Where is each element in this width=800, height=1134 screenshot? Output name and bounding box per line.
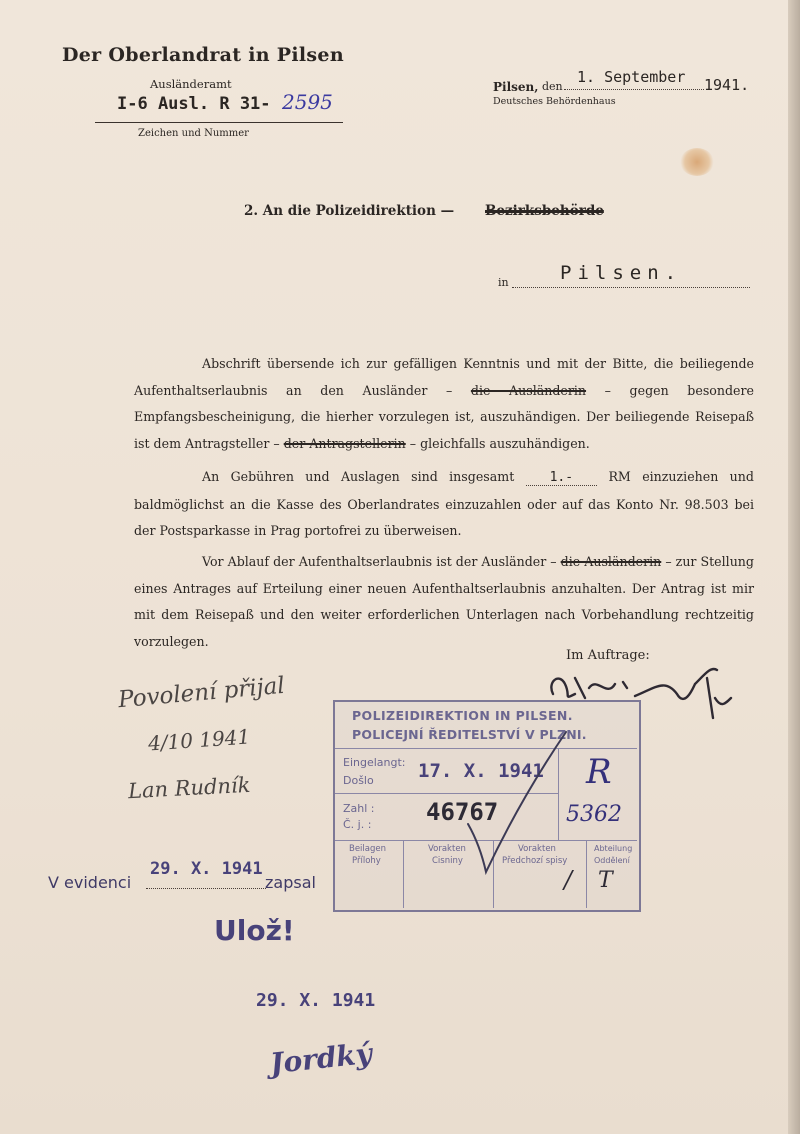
- stamp-abteilung: Abteilung: [594, 844, 633, 853]
- stamp-received-date: 17. X. 1941: [418, 760, 544, 782]
- addressee-struck: Bezirksbehörde: [485, 203, 604, 219]
- handwritten-name: Lan Rudník: [127, 772, 251, 804]
- paragraph-1: Abschrift übersende ich zur gefälligen Kenntnis und mit der Bitte, die beiliegende Aufenthaltserlaubnis an den Ausländer – die Ausländerin – gegen besondere Empfangsbescheinigung, die hierher vorzulegen ist, auszuhändigen. Der beiliegende Reisepaß ist dem Antragsteller – der Antragstellerin – gleichfalls auszuhändigen.: [134, 356, 754, 451]
- stamp-dept-letter: R: [586, 752, 612, 792]
- den-label: den: [542, 80, 563, 93]
- stamp-value-vorakten: /: [564, 866, 573, 894]
- stamp-eingelangt: Eingelangt:: [343, 756, 406, 769]
- handwritten-date: 4/10 1941: [147, 724, 251, 756]
- letter-date: 1. September: [577, 68, 686, 86]
- paper-stain: [680, 148, 714, 176]
- building-name: Deutsches Behördenhaus: [493, 96, 616, 107]
- stamp-header-german: POLIZEIDIREKTION IN PILSEN.: [352, 708, 573, 723]
- im-auftrage: Im Auftrage:: [566, 648, 650, 663]
- evidence-zapsal: zapsal: [265, 873, 316, 892]
- office-name: Ausländeramt: [150, 77, 232, 91]
- stamp-col-1: [403, 840, 404, 908]
- stamp-value-dept: T: [598, 868, 613, 893]
- stamp-col-3: [586, 840, 587, 908]
- letter-year: 1941.: [704, 76, 750, 94]
- evidence-label: V evidenci: [48, 873, 132, 892]
- stamp-number: 46767: [426, 798, 499, 826]
- paper-edge: [788, 0, 800, 1134]
- final-date: 29. X. 1941: [256, 990, 376, 1011]
- stamp-vorakten-2: Vorakten: [518, 844, 556, 854]
- reference-underline: [95, 122, 343, 123]
- stamp-doslo: Došlo: [343, 774, 374, 787]
- stamp-dept-number: 5362: [566, 802, 622, 827]
- paragraph-3: Vor Ablauf der Aufenthaltserlaubnis ist der Ausländer – die Ausländerin – zur Stellung eines Antrages auf Erteilung einer neuen Aufenthaltserlaubnis anzuhalten. Der Antrag ist mir mit dem Reisepaß und den weiter erforderlichen Unterlagen nach Vorbehandlung rechtzeitig vorzulegen.: [134, 554, 754, 649]
- final-signature: Jordký: [268, 1036, 374, 1081]
- evidence-date: 29. X. 1941: [150, 859, 263, 879]
- reference-handwritten: 2595: [282, 90, 333, 114]
- stamp-oddeleni: Oddělení: [594, 856, 630, 865]
- addressee-city: Pilsen.: [560, 262, 683, 284]
- stamp-header-czech: POLICEJNÍ ŘEDITELSTVÍ V PLZNI.: [352, 727, 587, 742]
- stamp-predchozi: Předchozí spisy: [502, 856, 568, 866]
- uloz-stamp: Ulož!: [214, 914, 295, 947]
- reference-caption: Zeichen und Nummer: [138, 128, 249, 139]
- stamp-cisniny: Cisniny: [432, 856, 463, 866]
- handwritten-received: Povolení přijal: [117, 672, 286, 714]
- check-mark-icon: [462, 728, 572, 878]
- stamp-beilagen: Beilagen: [349, 844, 387, 854]
- stamp-zahl: Zahl :: [343, 802, 375, 815]
- stamp-prilohy: Přílohy: [352, 856, 381, 866]
- stamp-cj: Č. j. :: [343, 818, 372, 831]
- in-label: in: [498, 276, 509, 289]
- city-underline: [512, 287, 750, 288]
- date-underline: [564, 89, 704, 90]
- authority-title: Der Oberlandrat in Pilsen: [62, 44, 344, 66]
- evidence-underline: [146, 888, 266, 889]
- paragraph-2: An Gebühren und Auslagen sind insgesamt 1.- RM einzuziehen und baldmöglichst an die Kasse des Oberlandrates einzuzahlen oder auf das Konto Nr. 98.503 bei der Postsparkasse in Prag portofrei zu überweisen.: [134, 469, 754, 538]
- place-label: Pilsen,: [493, 80, 539, 94]
- stamp-vorakten-1: Vorakten: [428, 844, 466, 854]
- addressee-prefix: 2. An die Polizeidirektion —: [244, 203, 455, 219]
- reference-number: I-6 Ausl. R 31-: [117, 94, 271, 114]
